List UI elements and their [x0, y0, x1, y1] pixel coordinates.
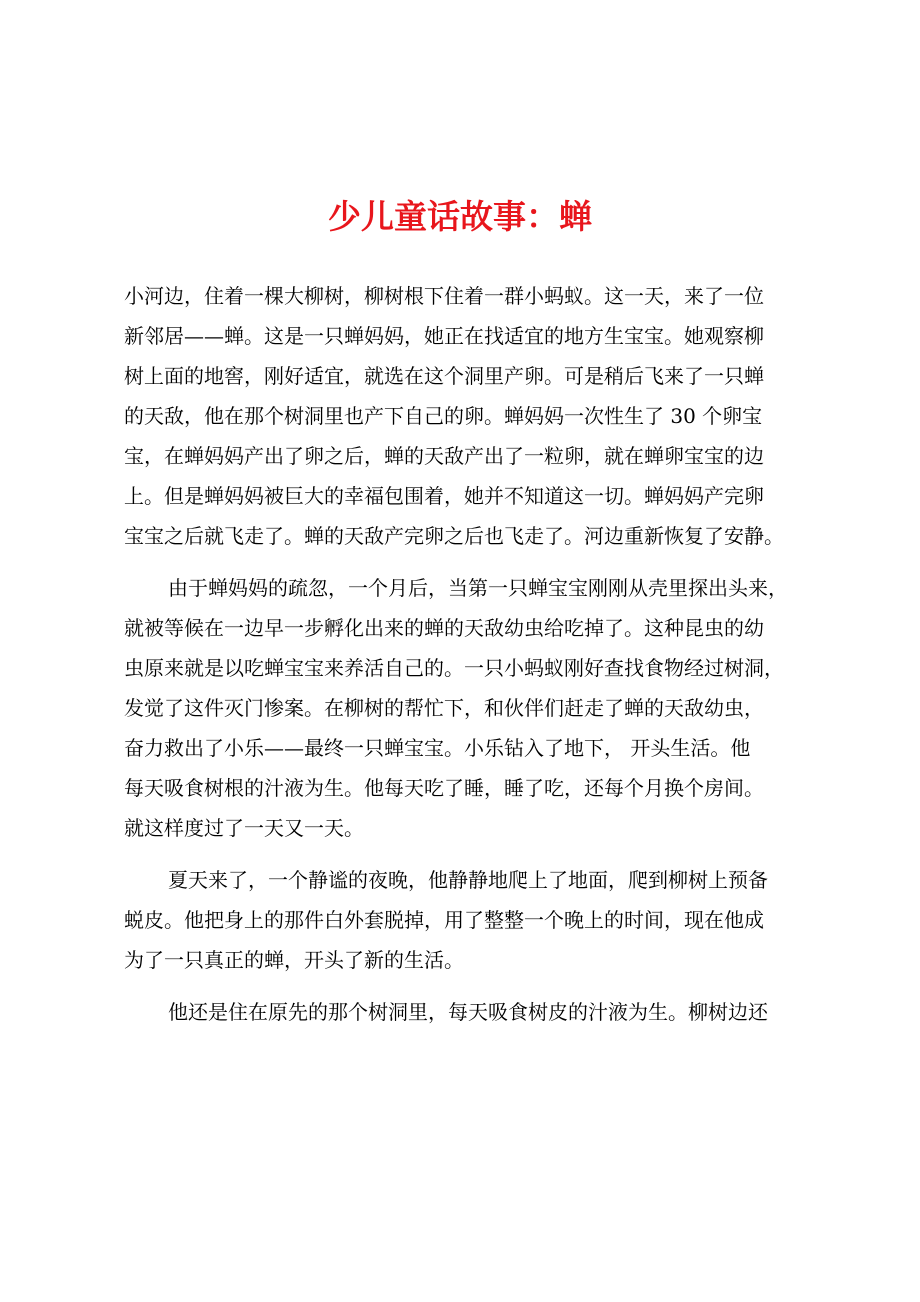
text-line: 发觉了这件灭门惨案。在柳树的帮忙下，和伙伴们赶走了蝉的天敌幼虫，	[124, 696, 764, 720]
paragraph-4	[124, 992, 814, 1032]
text-line: 的天敌，他在那个树洞里也产下自己的卵。蝉妈妈一次性生了 30 个卵宝	[124, 404, 763, 428]
paragraph-3	[124, 860, 814, 980]
text-line: 虫原来就是以吃蝉宝宝来养活自己的。一只小蚂蚁刚好查找食物经过树洞，	[124, 656, 784, 680]
text-line: 蜕皮。他把身上的那件白外套脱掉，用了整整一个晚上的时间，现在他成	[124, 908, 764, 932]
text-line: 就这样度过了一天又一天。	[124, 816, 364, 840]
text-line: 夏天来了，一个静谧的夜晚，他静静地爬上了地面，爬到柳树上预备	[168, 868, 768, 892]
text-line: 宝，在蝉妈妈产出了卵之后，蝉的天敌产出了一粒卵，就在蝉卵宝宝的边	[124, 444, 764, 468]
text-line: 每天吸食树根的汁液为生。他每天吃了睡，睡了吃，还每个月换个房间。	[124, 776, 764, 800]
document-body	[124, 276, 814, 1044]
text-line: 由于蝉妈妈的疏忽，一个月后，当第一只蝉宝宝刚刚从壳里探出头来，	[168, 576, 788, 600]
text-line: 就被等候在一边早一步孵化出来的蝉的天敌幼虫给吃掉了。这种昆虫的幼	[124, 616, 764, 640]
paragraph-1	[124, 276, 814, 556]
text-line: 奋力救出了小乐——最终一只蝉宝宝。小乐钻入了地下， 开头生活。他	[124, 736, 751, 760]
text-line: 宝宝之后就飞走了。蝉的天敌产完卵之后也飞走了。河边重新恢复了安静。	[124, 524, 784, 548]
text-line: 他还是住在原先的那个树洞里，每天吸食树皮的汁液为生。柳树边还	[168, 1000, 768, 1024]
text-line: 树上面的地窖，刚好适宜，就选在这个洞里产卵。可是稍后飞来了一只蝉	[124, 364, 764, 388]
text-line: 小河边，住着一棵大柳树，柳树根下住着一群小蚂蚁。这一天，来了一位	[124, 284, 764, 308]
text-line: 上。但是蝉妈妈被巨大的幸福包围着，她并不知道这一切。蝉妈妈产完卵	[124, 484, 764, 508]
text-line: 为了一只真正的蝉，开头了新的生活。	[124, 948, 464, 972]
paragraph-2	[124, 568, 814, 848]
text-line: 新邻居——蝉。这是一只蝉妈妈，她正在找适宜的地方生宝宝。她观察柳	[124, 324, 764, 348]
document-title: 少儿童话故事：蝉	[328, 197, 592, 236]
